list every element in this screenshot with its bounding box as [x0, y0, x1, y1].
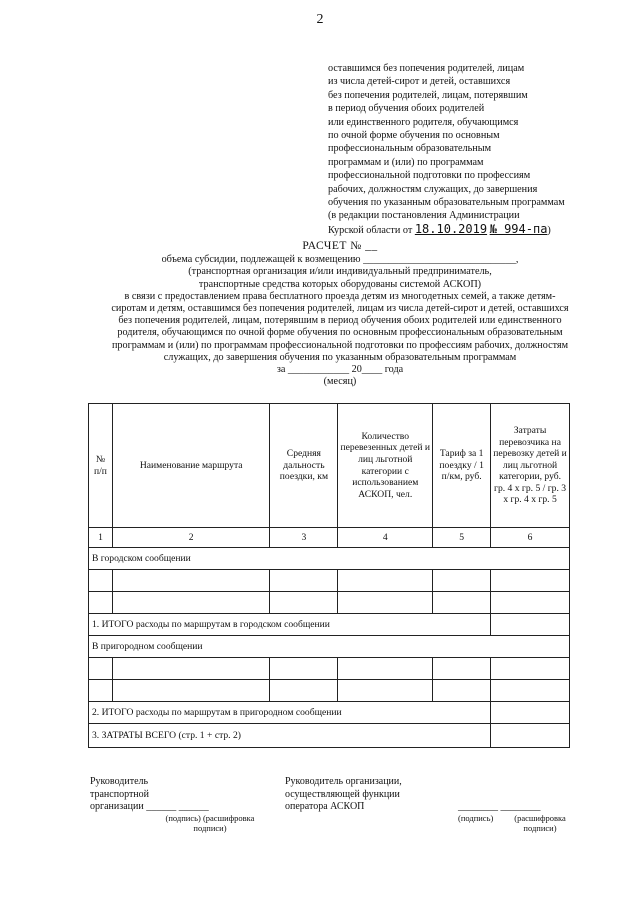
table-cell — [338, 592, 433, 614]
total-row-suburban — [89, 702, 570, 724]
table-cell — [112, 592, 270, 614]
header-line: без попечения родителей, лицам, потерявшим — [328, 89, 528, 101]
table-cell — [491, 592, 570, 614]
table-cell — [89, 680, 113, 702]
section-row-city — [89, 548, 570, 570]
signature-label-end: организации — [90, 801, 144, 812]
signature-blank: ______ ______ — [146, 801, 209, 812]
header-cell-route: Наименование маршрута — [112, 404, 270, 528]
carrier-signature-caption — [150, 813, 270, 833]
carrier-head-signature — [90, 776, 209, 814]
table-cell — [270, 592, 338, 614]
page-number: 2 — [316, 12, 324, 27]
header-line: оставшимся без попечения родителей, лицам — [328, 63, 525, 74]
header-line: рабочих, должностям служащих, до завершения — [328, 183, 538, 195]
resolution-number: № 994-па — [489, 221, 548, 236]
header-cell-tariff: Тариф за 1 поездку / 1 п/км, руб. — [433, 404, 491, 528]
table-cell — [89, 570, 113, 592]
signature-label-line: Руководитель организации, — [285, 776, 402, 787]
table-cell — [112, 680, 270, 702]
title-line: родителя, обучающимся по очной форме обучения по основным профессиональным образовательным — [117, 327, 563, 339]
period-line: за ____________ 20____ года — [276, 364, 404, 376]
header-cell-number: № п/п — [89, 404, 113, 528]
askop-decode-caption — [508, 813, 572, 833]
caption-line: (подпись) (расшифровка — [165, 813, 255, 823]
caption-line: подписи) — [523, 823, 557, 833]
grand-total-row — [89, 724, 570, 748]
total-cell-suburban — [491, 702, 570, 724]
table-cell — [338, 658, 433, 680]
title-line: служащих, до завершения обучения по указанным образовательным программам — [163, 351, 517, 363]
grand-total-cell — [491, 724, 570, 748]
header-line: программам и (или) по программам — [328, 156, 484, 168]
table-row — [89, 570, 570, 592]
title-line: в связи с предоставлением права бесплатного проезда детям из многодетных семей, а также детям- — [124, 290, 556, 302]
table-cell — [89, 658, 113, 680]
table-cell — [270, 658, 338, 680]
section-label-suburban: В пригородном сообщении — [89, 636, 570, 658]
column-number: 6 — [491, 528, 570, 548]
column-number: 5 — [433, 528, 491, 548]
title-line: без попечения родителей, лицам, потерявшим в период обучения обоих родителей или единственного — [118, 315, 562, 327]
table-cell — [270, 570, 338, 592]
header-line: профессиональным образовательным — [328, 143, 492, 155]
header-cell-costs: Затраты перевозчика на перевозку детей и лиц льготной категории, руб. гр. 4 х гр. 5 / гр. 3 х гр. 4 х гр. 5 — [491, 404, 570, 528]
total-label-suburban: 2. ИТОГО расходы по маршрутам в пригородном сообщении — [89, 702, 491, 724]
table-cell — [270, 680, 338, 702]
header-line: в период обучения обоих родителей — [328, 103, 485, 115]
caption-line: подписи) — [193, 823, 227, 833]
total-cell-city — [491, 614, 570, 636]
calculation-table — [88, 403, 570, 748]
table-cell — [112, 658, 270, 680]
signature-label-line — [90, 801, 209, 814]
signature-label-line: оператора АСКОП — [285, 801, 365, 812]
table-cell — [433, 658, 491, 680]
header-line: обучения по указанным образовательным программам — [328, 197, 565, 209]
total-row-city — [89, 614, 570, 636]
header-line: (в редакции постановления Администрации — [328, 210, 520, 222]
table-row — [89, 658, 570, 680]
table-cell — [491, 570, 570, 592]
header-line-prefix: Курской области от — [328, 224, 413, 236]
document-title: РАСЧЕТ № __ — [302, 240, 378, 252]
column-number: 1 — [89, 528, 113, 548]
title-line: объема субсидии, подлежащей к возмещению ______________________________, — [161, 254, 519, 266]
month-note: (месяц) — [323, 376, 357, 388]
table-row — [89, 680, 570, 702]
table-header-row — [89, 404, 570, 528]
total-label-city: 1. ИТОГО расходы по маршрутам в городском сообщении — [89, 614, 491, 636]
table-cell — [491, 658, 570, 680]
table-cell — [89, 592, 113, 614]
header-date-line — [328, 223, 628, 237]
title-line: транспортные средства которых оборудованы системой АСКОП) — [198, 278, 482, 290]
table-cell — [491, 680, 570, 702]
table-cell — [433, 570, 491, 592]
title-line: сиротам и детям, оставшимся без попечения родителей, лицам из числа детей-сирот и детей, оставшихся — [111, 303, 569, 315]
askop-signature-blank: ________ ________ — [458, 801, 541, 812]
header-line: из числа детей-сирот и детей, оставшихся — [328, 76, 511, 88]
table-cell — [112, 570, 270, 592]
header-line: по очной форме обучения по основным — [328, 130, 500, 142]
resolution-reference — [328, 62, 628, 237]
table-cell — [338, 570, 433, 592]
column-number: 3 — [270, 528, 338, 548]
header-cell-passengers: Количество перевезенных детей и лиц льготной категории с использованием АСКОП, чел. — [338, 404, 433, 528]
calculation-title — [100, 240, 580, 388]
table-cell — [433, 592, 491, 614]
column-number: 2 — [112, 528, 270, 548]
header-line: профессиональной подготовки по профессиям — [328, 170, 531, 182]
header-cell-distance: Средняя дальность поездки, км — [270, 404, 338, 528]
table-row — [89, 592, 570, 614]
column-number-row — [89, 528, 570, 548]
askop-sign-caption: (подпись) — [458, 813, 494, 823]
table-cell — [338, 680, 433, 702]
grand-total-label: 3. ЗАТРАТЫ ВСЕГО (стр. 1 + стр. 2) — [89, 724, 491, 748]
resolution-date: 18.10.2019 — [414, 221, 488, 236]
title-line: (транспортная организация и/или индивидуальный предприниматель, — [188, 266, 492, 278]
header-line: или единственного родителя, обучающимся — [328, 116, 519, 128]
caption-line: (расшифровка — [514, 813, 566, 823]
section-label-city: В городском сообщении — [89, 548, 570, 570]
askop-head-signature — [285, 776, 402, 814]
signature-label-line: транспортной — [90, 788, 150, 800]
title-line: программам и (или) по программам профессиональной подготовки по профессиям рабочих, должностям — [111, 339, 569, 351]
signature-label-line: осуществляющей функции — [285, 788, 400, 800]
signature-label-line: Руководитель — [90, 776, 149, 787]
table-cell — [433, 680, 491, 702]
closing-paren: ) — [547, 224, 551, 236]
section-row-suburban — [89, 636, 570, 658]
column-number: 4 — [338, 528, 433, 548]
